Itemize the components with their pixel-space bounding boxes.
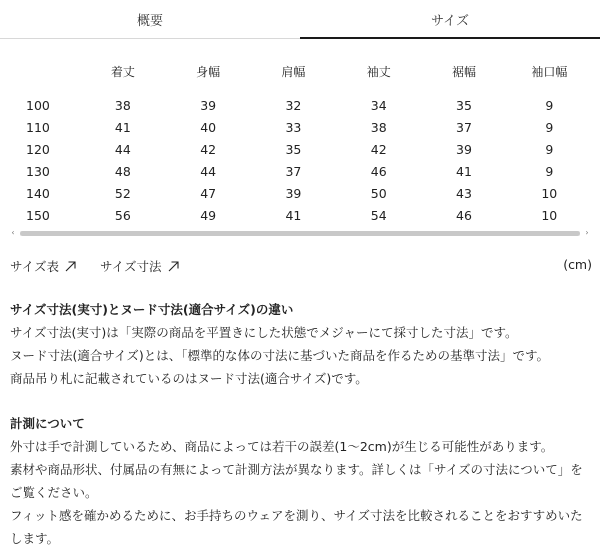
column-header: 袖丈 — [366, 64, 391, 79]
tab-size[interactable] — [300, 0, 600, 39]
section-text-line: 外寸は手で計測しているため、商品によっては若干の誤差(1〜2cm)が生じる可能性があります。 — [10, 439, 554, 454]
table-row — [8, 94, 592, 116]
section-text-line: 素材や商品形状、付属品の有無によって計測方法が異なります。詳しくは「サイズの寸法について」をご覧ください。 — [10, 462, 583, 500]
table-row — [8, 182, 592, 204]
table-cell: 46 — [370, 163, 387, 179]
section-text-line: サイズ寸法(実寸)は「実際の商品を平置きにした状態でメジャーにて採寸した寸法」です。 — [10, 325, 518, 340]
tab-overview[interactable] — [0, 0, 300, 39]
column-header: 着丈 — [110, 64, 135, 79]
table-cell: 56 — [114, 207, 131, 223]
table-cell: 35 — [456, 97, 472, 113]
size-chart-link-label: サイズ表 — [10, 259, 60, 274]
table-cell: 46 — [456, 207, 472, 223]
table-cell: 41 — [285, 207, 302, 223]
table-cell: 39 — [456, 141, 472, 157]
row-size: 100 — [26, 97, 50, 113]
table-cell: 47 — [200, 185, 217, 201]
unit-label: (cm) — [563, 257, 592, 272]
table-spacer — [8, 82, 592, 94]
table-row — [8, 116, 592, 138]
table-cell: 32 — [285, 97, 302, 113]
size-chart-link[interactable] — [10, 257, 76, 275]
tab-overview-label: 概要 — [136, 14, 163, 29]
size-measure-link-label: サイズ寸法 — [100, 259, 162, 274]
section-text-line: ヌード寸法(適合サイズ)とは、「標準的な体の寸法に基づいた商品を作るための基準寸法」です。 — [10, 348, 550, 363]
table-cell: 10 — [541, 207, 558, 223]
column-header: 袖口幅 — [531, 64, 568, 79]
scroll-thumb[interactable] — [20, 231, 580, 236]
external-arrow-icon — [168, 261, 179, 272]
header-size-corner — [8, 60, 80, 82]
tab-size-label: サイズ — [431, 14, 469, 29]
table-cell: 38 — [370, 119, 387, 135]
column-header: 肩幅 — [281, 64, 306, 79]
row-size: 110 — [26, 119, 50, 135]
size-measure-link[interactable] — [100, 257, 179, 275]
table-cell: 37 — [285, 163, 302, 179]
measurement-section — [10, 412, 590, 550]
table-cell: 41 — [114, 119, 131, 135]
table-cell: 48 — [114, 163, 131, 179]
size-difference-section — [10, 298, 590, 390]
table-cell: 9 — [545, 97, 554, 113]
table-cell: 37 — [456, 119, 472, 135]
active-tab-indicator — [300, 37, 600, 39]
table-cell: 34 — [370, 97, 387, 113]
table-cell: 40 — [200, 119, 217, 135]
table-cell: 43 — [456, 185, 472, 201]
scroll-left-arrow-icon[interactable]: ‹ — [11, 228, 15, 237]
table-row — [8, 204, 592, 226]
table-cell: 38 — [114, 97, 131, 113]
table-cell: 33 — [285, 119, 302, 135]
scroll-track[interactable] — [20, 231, 580, 236]
table-cell: 10 — [541, 185, 558, 201]
column-header: 裾幅 — [451, 64, 476, 79]
table-horizontal-scrollbar[interactable] — [8, 227, 592, 239]
size-links-row — [10, 257, 592, 277]
column-header: 身幅 — [196, 64, 221, 79]
table-row — [8, 160, 592, 182]
tab-bar — [0, 0, 600, 40]
table-cell: 44 — [114, 141, 131, 157]
table-cell: 9 — [545, 119, 554, 135]
section-text-line: 商品吊り札に記載されているのはヌード寸法(適合サイズ)です。 — [10, 371, 368, 386]
row-size: 130 — [26, 163, 50, 179]
table-cell: 54 — [370, 207, 387, 223]
section-heading: 計測について — [10, 416, 85, 431]
row-size: 150 — [26, 207, 50, 223]
row-size: 120 — [26, 141, 50, 157]
table-cell: 50 — [370, 185, 387, 201]
external-arrow-icon — [65, 261, 76, 272]
row-size: 140 — [26, 185, 50, 201]
table-cell: 9 — [545, 141, 554, 157]
section-text-line: フィット感を確かめるために、お手持ちのウェアを測り、サイズ寸法を比較されることをおすすめいたします。 — [10, 508, 583, 546]
table-cell: 9 — [545, 163, 554, 179]
scroll-right-arrow-icon[interactable]: › — [585, 228, 589, 237]
table-cell: 35 — [285, 141, 302, 157]
table-cell: 49 — [200, 207, 217, 223]
table-row — [8, 138, 592, 160]
table-cell: 52 — [114, 185, 131, 201]
section-heading: サイズ寸法(実寸)とヌード寸法(適合サイズ)の違い — [10, 302, 294, 317]
table-cell: 42 — [370, 141, 387, 157]
table-cell: 42 — [200, 141, 217, 157]
table-cell: 44 — [200, 163, 217, 179]
size-table — [8, 60, 592, 226]
table-header-row — [8, 60, 592, 82]
table-cell: 41 — [456, 163, 472, 179]
table-cell: 39 — [200, 97, 217, 113]
table-cell: 39 — [285, 185, 302, 201]
